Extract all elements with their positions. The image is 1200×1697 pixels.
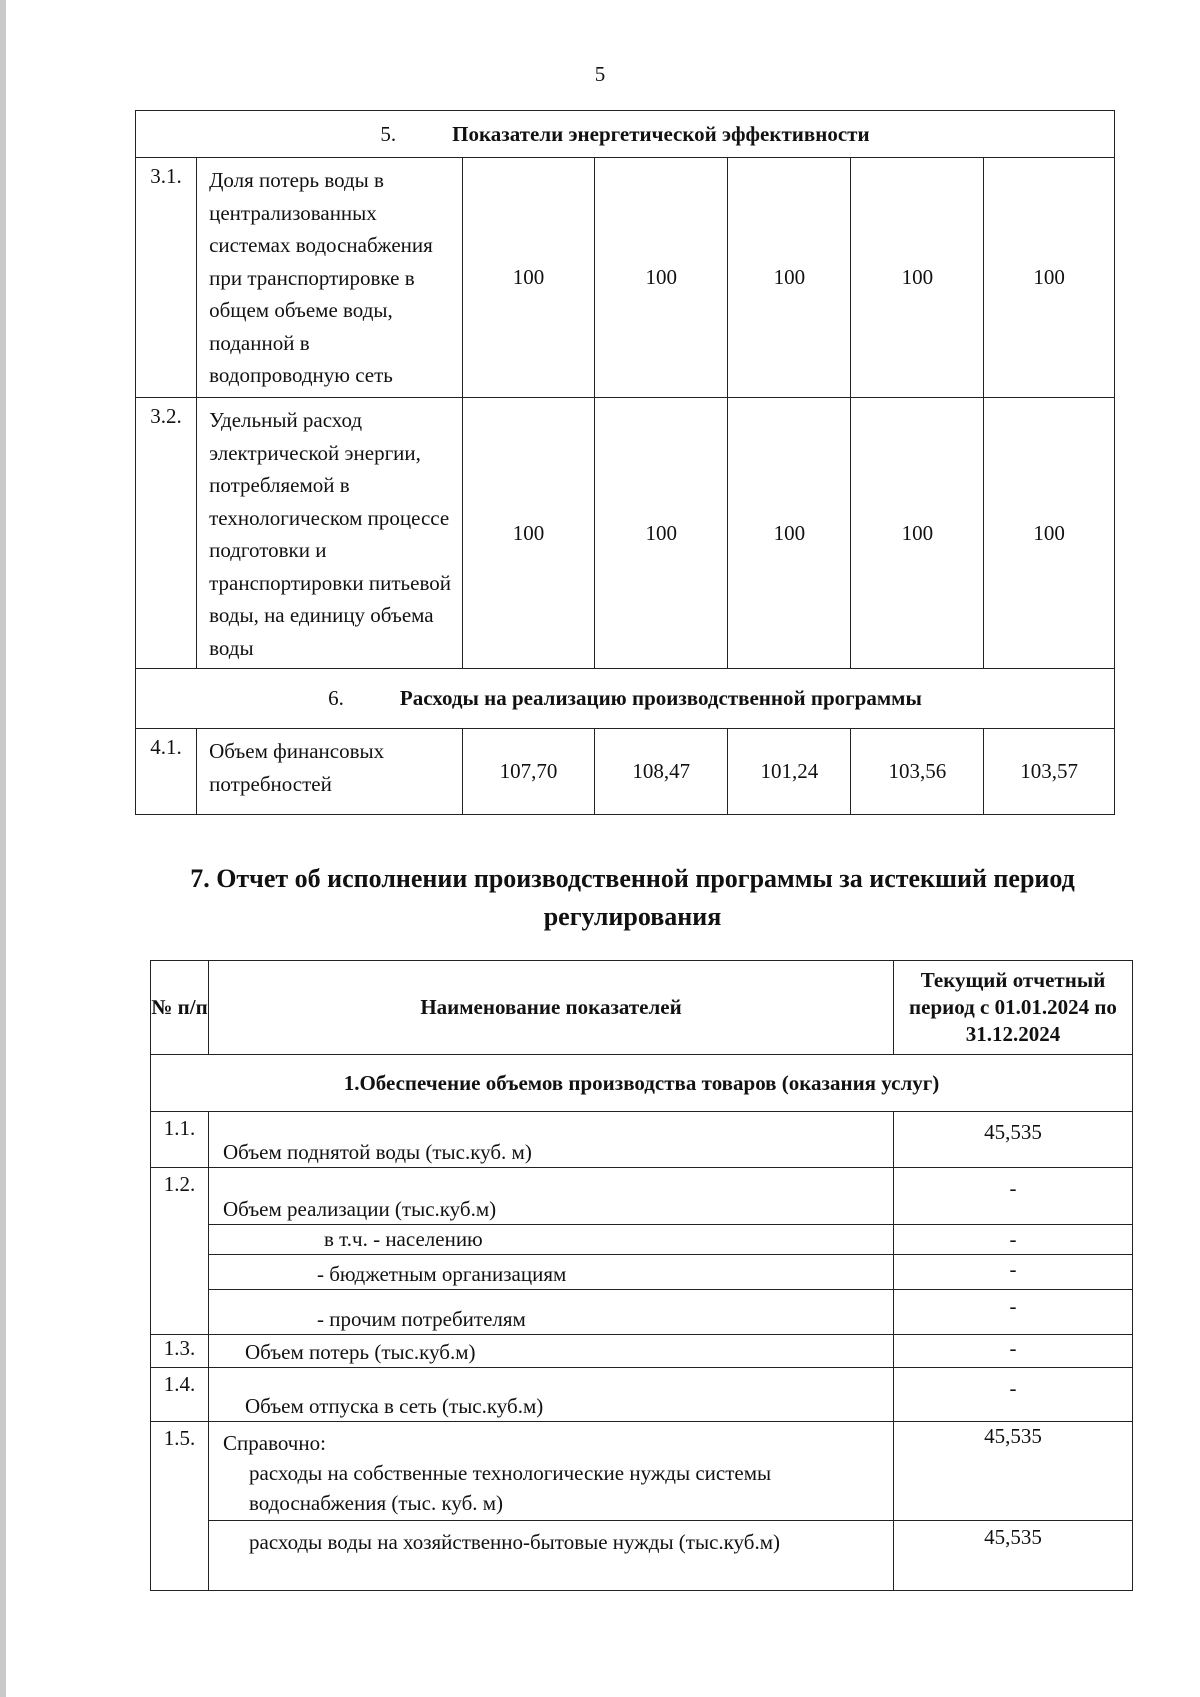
value-cell: 100 bbox=[462, 158, 595, 398]
section-number: 6. bbox=[328, 686, 344, 710]
table-row bbox=[151, 1368, 1133, 1422]
value-cell: - bbox=[894, 1168, 1133, 1225]
reference-label: Справочно: bbox=[223, 1431, 326, 1455]
value-cell: 100 bbox=[984, 158, 1115, 398]
indicator-name: Объем поднятой воды (тыс.куб. м) bbox=[209, 1112, 894, 1168]
table-row bbox=[151, 1112, 1133, 1168]
value-cell: 100 bbox=[728, 158, 851, 398]
section-title: Показатели энергетической эффективности bbox=[452, 121, 870, 146]
indicator-subname: расходы на собственные технологические нужды системы водоснабжения (тыс. куб. м) bbox=[249, 1461, 772, 1515]
indicator-name bbox=[209, 1422, 894, 1521]
row-number: 1.4. bbox=[151, 1368, 209, 1422]
column-header-period: Текущий отчетный период с 01.01.2024 по 31.12.2024 bbox=[894, 961, 1133, 1055]
section-header-row bbox=[136, 669, 1115, 729]
value-cell: 45,535 bbox=[894, 1422, 1133, 1521]
value-cell: 103,56 bbox=[851, 729, 984, 815]
indicator-name: - бюджетным организациям bbox=[209, 1255, 894, 1290]
section-header-row bbox=[151, 1055, 1133, 1112]
energy-efficiency-table bbox=[135, 110, 1115, 815]
table-row bbox=[151, 1290, 1133, 1335]
table-row bbox=[151, 1225, 1133, 1255]
scan-left-edge bbox=[0, 0, 6, 1697]
table-row bbox=[136, 158, 1115, 398]
indicator-name: в т.ч. - населению bbox=[209, 1225, 894, 1255]
column-header-name: Наименование показателей bbox=[209, 961, 894, 1055]
table-row bbox=[151, 1422, 1133, 1521]
header-row bbox=[151, 961, 1133, 1055]
production-program-report-table bbox=[150, 960, 1133, 1591]
indicator-name: Удельный расход электрической энергии, потребляемой в технологическом процессе подготовки и транспортировки питьевой воды, на единицу объема воды bbox=[197, 398, 463, 669]
section-header bbox=[136, 669, 1115, 729]
value-cell: 100 bbox=[728, 398, 851, 669]
section-number: 5. bbox=[380, 121, 397, 146]
row-number: 1.2. bbox=[151, 1168, 209, 1335]
value-cell: 100 bbox=[595, 158, 728, 398]
value-cell: 107,70 bbox=[462, 729, 595, 815]
value-cell: 101,24 bbox=[728, 729, 851, 815]
value-cell: - bbox=[894, 1255, 1133, 1290]
indicator-name: расходы воды на хозяйственно-бытовые нужды (тыс.куб.м) bbox=[209, 1521, 894, 1591]
section-header-row bbox=[136, 111, 1115, 158]
row-number: 1.3. bbox=[151, 1335, 209, 1368]
value-cell: - bbox=[894, 1290, 1133, 1335]
indicator-name: Объем отпуска в сеть (тыс.куб.м) bbox=[209, 1368, 894, 1422]
row-number: 1.5. bbox=[151, 1422, 209, 1591]
indicator-name: Объем потерь (тыс.куб.м) bbox=[209, 1335, 894, 1368]
indicator-name: Объем реализации (тыс.куб.м) bbox=[209, 1168, 894, 1225]
indicator-name: Объем финансовых потребностей bbox=[197, 729, 463, 815]
value-cell: 45,535 bbox=[894, 1112, 1133, 1168]
indicator-name: - прочим потребителям bbox=[209, 1290, 894, 1335]
value-cell: - bbox=[894, 1335, 1133, 1368]
section-header bbox=[136, 111, 1115, 158]
table-row bbox=[151, 1168, 1133, 1225]
value-cell: 100 bbox=[851, 158, 984, 398]
table-row bbox=[151, 1521, 1133, 1591]
value-cell: 45,535 bbox=[894, 1521, 1133, 1591]
value-cell: - bbox=[894, 1225, 1133, 1255]
value-cell: 100 bbox=[851, 398, 984, 669]
table-row bbox=[151, 1335, 1133, 1368]
report-title: 7. Отчет об исполнении производственной программы за истекший период регулирования bbox=[190, 864, 1075, 931]
value-cell: 103,57 bbox=[984, 729, 1115, 815]
row-number: 3.1. bbox=[136, 158, 197, 398]
value-cell: - bbox=[894, 1368, 1133, 1422]
value-cell: 100 bbox=[595, 398, 728, 669]
value-cell: 100 bbox=[984, 398, 1115, 669]
row-number: 4.1. bbox=[136, 729, 197, 815]
table-row bbox=[136, 729, 1115, 815]
page-number: 5 bbox=[594, 62, 606, 86]
column-header-number: № п/п bbox=[151, 961, 209, 1055]
row-number: 3.2. bbox=[136, 398, 197, 669]
row-number: 1.1. bbox=[151, 1112, 209, 1168]
table-row bbox=[136, 398, 1115, 669]
indicator-name: Доля потерь воды в централизованных системах водоснабжения при транспортировке в общем объеме воды, поданной в водопроводную сеть bbox=[197, 158, 463, 398]
table-row bbox=[151, 1255, 1133, 1290]
section-header: 1.Обеспечение объемов производства товаров (оказания услуг) bbox=[151, 1055, 1133, 1112]
value-cell: 108,47 bbox=[595, 729, 728, 815]
section-title: Расходы на реализацию производственной программы bbox=[399, 686, 922, 710]
value-cell: 100 bbox=[462, 398, 595, 669]
